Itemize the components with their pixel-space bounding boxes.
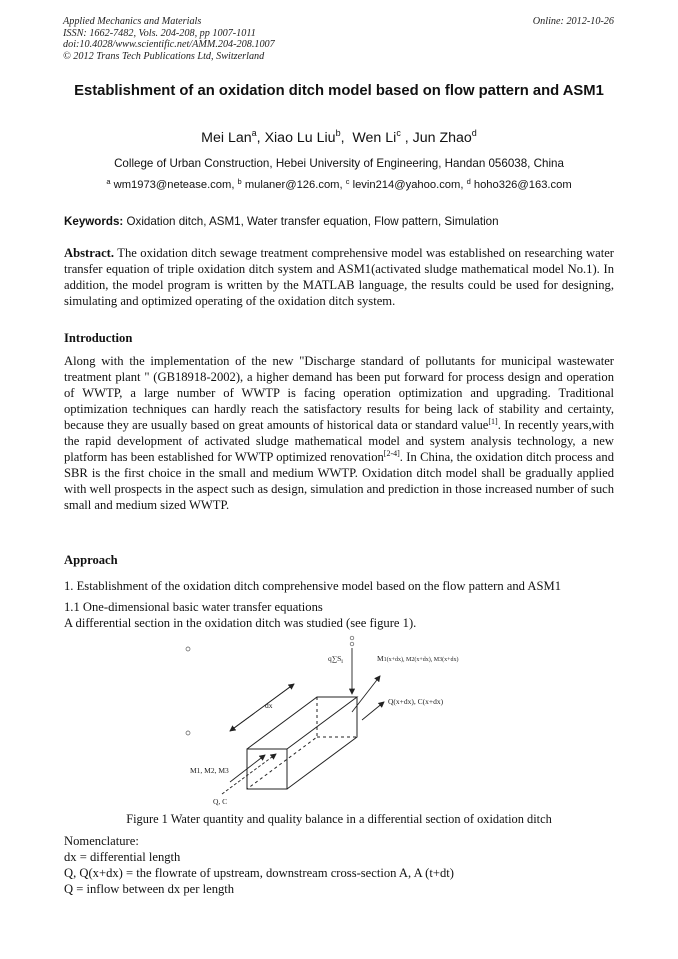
keywords <box>64 215 499 228</box>
approach-heading: Approach <box>64 553 118 567</box>
journal-name: Applied Mechanics and Materials <box>63 16 202 27</box>
citation-ref: [2-4] <box>383 449 400 458</box>
figure-caption: Figure 1 Water quantity and quality balance in a differential section of oxidation ditch <box>126 812 552 826</box>
email-mark: c <box>345 177 350 186</box>
q-in-arrow <box>222 754 276 794</box>
label-m-in: M1, M2, M3 <box>190 766 229 775</box>
approach-intro-sentence: A differential section in the oxidation ditch was studied (see figure 1). <box>64 616 417 630</box>
journal-doi: doi:10.4028/www.scientific.net/AMM.204-208.1007 <box>63 39 275 51</box>
affiliation: College of Urban Construction, Hebei University of Engineering, Handan 056038, China <box>114 157 564 170</box>
nomenclature-item: dx = differential length <box>64 850 181 864</box>
email-mark: d <box>466 177 471 186</box>
nomenclature-heading: Nomenclature: <box>64 834 139 848</box>
keywords-label: Keywords: <box>64 215 124 228</box>
citation-ref: [1] <box>488 417 498 426</box>
label-m-out: M1(x+dx), M2(x+dx), M3(x+dx) <box>377 654 459 663</box>
email-address: levin214@yahoo.com <box>352 179 461 191</box>
journal-copyright: © 2012 Trans Tech Publications Ltd, Switzerland <box>63 50 265 62</box>
email-separator: , <box>339 179 346 191</box>
email-separator: , <box>460 179 467 191</box>
intro-text-part: . In recently years,with the rapid development of activated sludge mathematical model and system analysis technology, a new platform has been established for WWTP optimized renovation <box>64 418 614 464</box>
figure-dot <box>350 636 354 640</box>
nomenclature-item: Q = inflow between dx per length <box>64 882 235 896</box>
label-inflow-sum: $q\sum S_i$ <box>328 654 343 665</box>
figure-dot <box>186 647 190 651</box>
box-front-face <box>247 749 287 789</box>
approach-step-1: 1. Establishment of the oxidation ditch comprehensive model based on the flow pattern and ASM1 <box>64 579 562 593</box>
author-name: Mei Lan <box>201 130 252 146</box>
introduction-paragraph <box>64 353 614 513</box>
author-separator: , <box>340 130 353 146</box>
keywords-text: Oxidation ditch, ASM1, Water transfer equation, Flow pattern, Simulation <box>126 215 499 228</box>
online-date: Online: 2012-10-26 <box>532 16 614 27</box>
box-right-face <box>287 697 357 789</box>
nomenclature-item: Q, Q(x+dx) = the flowrate of upstream, downstream cross-section A, A (t+dt) <box>64 866 454 880</box>
figure-differential-section <box>170 632 510 812</box>
author-name: Wen Li <box>352 130 397 146</box>
figure-labels <box>190 654 458 806</box>
label-dx: dx <box>265 701 273 710</box>
box-top-face <box>247 697 357 749</box>
author-list <box>0 130 678 146</box>
author-mark: a <box>251 128 257 138</box>
author-separator: , <box>256 130 265 146</box>
ditch-section-box <box>247 697 357 789</box>
email-separator: , <box>231 179 238 191</box>
figure-dot <box>350 642 354 646</box>
q-out-arrow <box>362 702 384 720</box>
abstract-label: Abstract. <box>64 246 115 260</box>
author-mark: d <box>471 128 477 138</box>
figure-dot <box>186 731 190 735</box>
paper-title: Establishment of an oxidation ditch model based on flow pattern and ASM1 <box>74 83 604 99</box>
approach-step-1-1: 1.1 One-dimensional basic water transfer equations <box>64 600 323 614</box>
intro-text-part: Along with the implementation of the new "Discharge standard of pollutants for municipal wastewater treatment plant " (GB18918-2002), a higher demand has been put forward for process design and operation of WWTP, a large number of WWTP is facing operation optimization and upgrading. Traditional optimization techniques can hardly reach the satisfactory results for being lack of stability and certainty, because they are usually based on great amounts of historical data or standard value <box>64 354 614 432</box>
journal-issn: ISSN: 1662-7482, Vols. 204-208, pp 1007-1011 <box>63 27 256 39</box>
email-mark: b <box>237 177 242 186</box>
label-q-out: Q(x+dx), C(x+dx) <box>388 697 444 706</box>
author-separator: , <box>400 130 413 146</box>
introduction-heading: Introduction <box>64 331 133 345</box>
email-address: hoho326@163.com <box>473 179 572 191</box>
figure-markers <box>186 636 354 735</box>
intro-text-part: . In China, the oxidation ditch process and SBR is the first choice in the small and medium WWTP. Oxidation ditch model shall be gradually applied with well prospects in the aspect such as design, simulation and prediction in those increased number of such small and medium sized WWTP. <box>64 450 614 512</box>
author-name: Xiao Lu Liu <box>264 130 336 146</box>
email-address: mulaner@126.com <box>244 179 340 191</box>
email-list <box>0 179 678 191</box>
abstract-text: The oxidation ditch sewage treatment comprehensive model was established on researching water transfer equation of triple oxidation ditch system and ASM1(activated sludge mathematical model No.1). In addition, the model program is written by the MATLAB language, the results could be used for designing, simulating and optimized operating of the oxidation ditch system. <box>64 246 615 308</box>
figure-arrows <box>222 648 384 794</box>
email-mark: a <box>106 177 111 186</box>
abstract <box>64 245 614 309</box>
journal-header <box>63 16 275 62</box>
author-name: Jun Zhao <box>412 130 472 146</box>
author-mark: b <box>335 128 341 138</box>
email-address: wm1973@netease.com <box>113 179 232 191</box>
m-out-arrow <box>352 676 380 712</box>
label-q-c: Q, C <box>213 797 228 806</box>
author-mark: c <box>396 128 401 138</box>
dx-arrow-right <box>230 684 294 731</box>
